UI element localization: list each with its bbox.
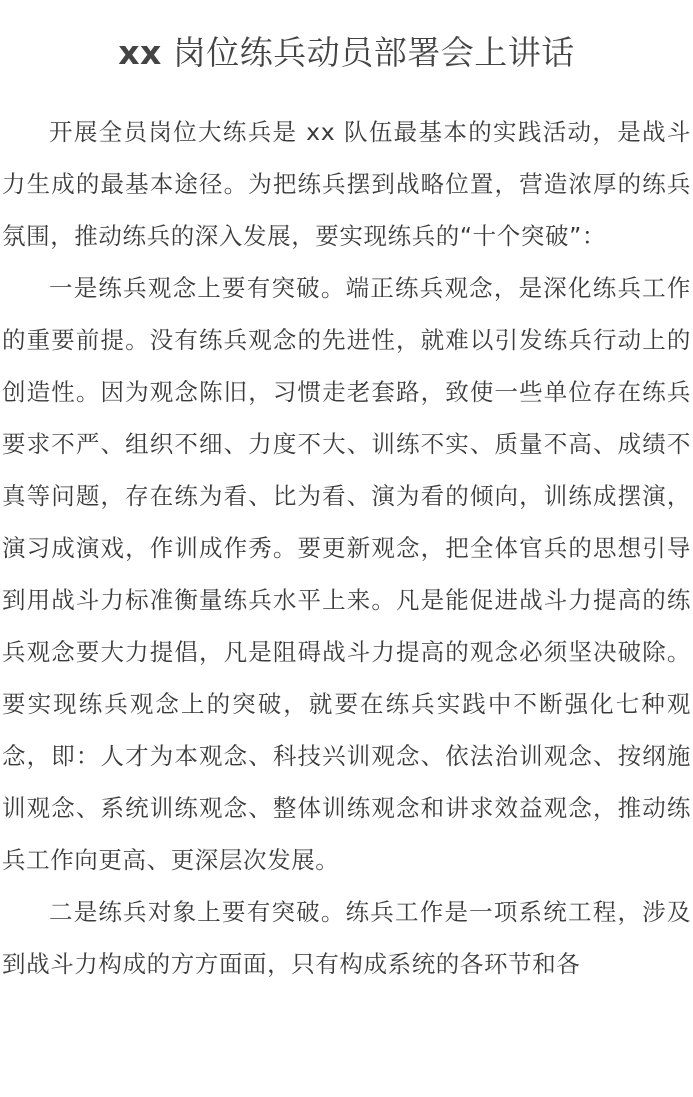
title-prefix: xx (118, 33, 162, 72)
paragraph-point-one: 一是练兵观念上要有突破。端正练兵观念，是深化练兵工作的重要前提。没有练兵观念的先进性，就难以引发练兵行动上的创造性。因为观念陈旧，习惯走老套路，致使一些单位存在练兵要求不严、组织不细、力度不大、训练不实、质量不高、成绩不真等问题，存在练为看、比为看、演为看的倾向，训练成摆演，演习成演戏，作训成作秀。要更新观念，把全体官兵的思想引导到用战斗力标准衡量练兵水平上来。凡是能促进战斗力提高的练兵观念要大力提倡，凡是阻碍战斗力提高的观念必须坚决破除。要实现练兵观念上的突破，就要在练兵实践中不断强化七种观念，即：人才为本观念、科技兴训观念、依法治训观念、按纲施训观念、系统训练观念、整体训练观念和讲求效益观念，推动练兵工作向更高、更深层次发展。 (2, 274, 691, 874)
document-body (0, 106, 693, 990)
document-title (0, 0, 693, 76)
paragraph-point-two: 二是练兵对象上要有突破。练兵工作是一项系统工程，涉及到战斗力构成的方方面面，只有构成系统的各环节和各 (2, 898, 691, 978)
title-main: 岗位练兵动员部署会上讲话 (161, 33, 575, 72)
paragraph-intro: 开展全员岗位大练兵是 xx 队伍最基本的实践活动，是战斗力生成的最基本途径。为把练兵摆到战略位置，营造浓厚的练兵氛围，推动练兵的深入发展，要实现练兵的“十个突破”： (2, 118, 691, 250)
